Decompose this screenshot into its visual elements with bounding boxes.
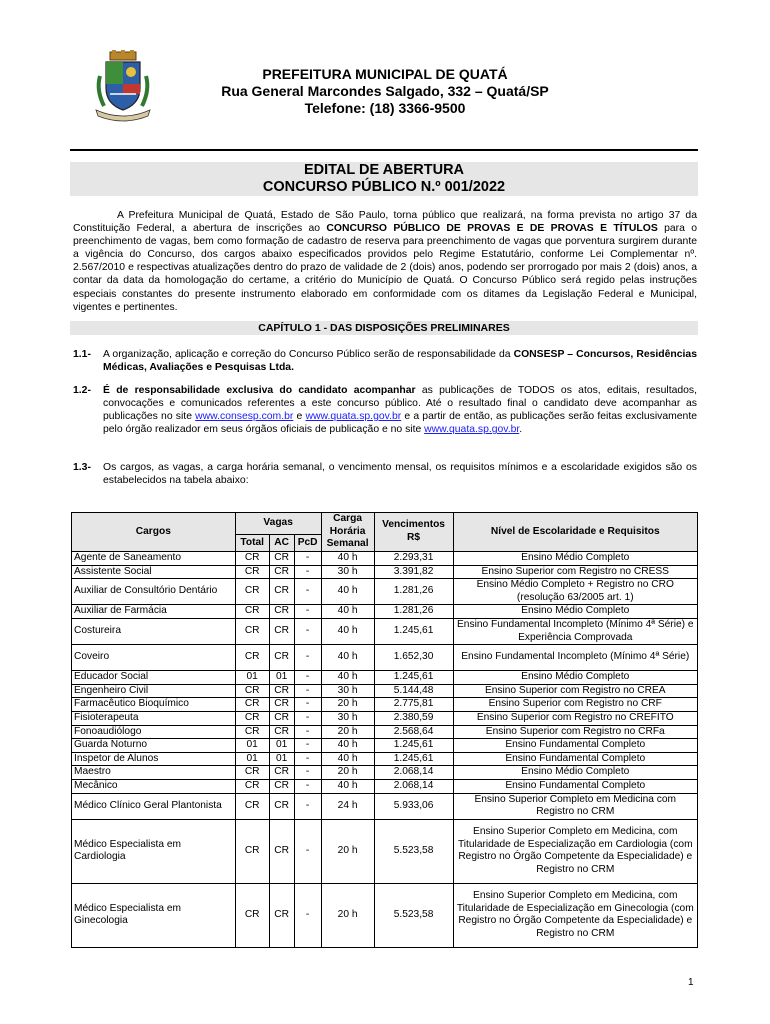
header-nivel: Nível de Escolaridade e Requisitos [453, 513, 697, 552]
cell-ac: CR [269, 779, 294, 793]
cell-carga: 40 h [321, 752, 374, 766]
cell-cargo: Auxiliar de Consultório Dentário [72, 579, 236, 605]
cell-pcd: - [294, 725, 321, 739]
cell-pcd: - [294, 711, 321, 725]
chapter-heading: CAPÍTULO 1 - DAS DISPOSIÇÕES PRELIMINARES [70, 321, 698, 335]
section-number: 1.3- [73, 462, 91, 473]
cell-nivel: Ensino Superior com Registro no CREFITO [453, 711, 697, 725]
cell-vencimento: 2.068,14 [374, 779, 453, 793]
cell-cargo: Agente de Saneamento [72, 552, 236, 566]
cell-total: 01 [235, 671, 269, 685]
cell-ac: 01 [269, 739, 294, 753]
cell-nivel: Ensino Médio Completo [453, 671, 697, 685]
cell-cargo: Médico Clínico Geral Plantonista [72, 793, 236, 819]
cell-cargo: Assistente Social [72, 565, 236, 579]
cell-nivel: Ensino Fundamental Completo [453, 752, 697, 766]
cell-cargo: Mecânico [72, 779, 236, 793]
cell-carga: 30 h [321, 711, 374, 725]
cell-total: CR [235, 779, 269, 793]
header-pcd: PcD [294, 535, 321, 552]
table-row [72, 618, 698, 644]
table-body [72, 552, 698, 948]
page-number: 1 [688, 977, 694, 988]
cell-total: CR [235, 565, 269, 579]
table-row [72, 645, 698, 671]
section-text: Os cargos, as vagas, a carga horária semanal, o vencimento mensal, os requisitos mínimos e a escolaridade exigidos são os estabelecidos na tabela abaixo: [103, 462, 697, 487]
cell-cargo: Médico Especialista em Ginecologia [72, 883, 236, 947]
cell-carga: 24 h [321, 793, 374, 819]
cell-nivel: Ensino Médio Completo + Registro no CRO (resolução 63/2005 art. 1) [453, 579, 697, 605]
cell-nivel: Ensino Médio Completo [453, 766, 697, 780]
cell-total: CR [235, 725, 269, 739]
section-text: A organização, aplicação e correção do Concurso Público serão de responsabilidade da [103, 349, 514, 360]
cell-ac: CR [269, 883, 294, 947]
table-row [72, 605, 698, 619]
cell-cargo: Fisioterapeuta [72, 711, 236, 725]
cell-carga: 30 h [321, 684, 374, 698]
cell-pcd: - [294, 698, 321, 712]
header-ac: AC [269, 535, 294, 552]
cell-total: CR [235, 766, 269, 780]
cell-ac: 01 [269, 671, 294, 685]
cell-nivel: Ensino Superior Completo em Medicina, com Titularidade de Especialização em Cardiologia (com Registro no Órgão Competente da Especialidade) e Registro no CRM [453, 819, 697, 883]
cell-ac: CR [269, 618, 294, 644]
cell-ac: CR [269, 766, 294, 780]
cell-ac: CR [269, 684, 294, 698]
link-quata[interactable]: www.quata.sp.gov.br [305, 411, 402, 423]
table-row [72, 752, 698, 766]
cell-nivel: Ensino Superior com Registro no CREA [453, 684, 697, 698]
cell-carga: 40 h [321, 552, 374, 566]
cell-vencimento: 1.281,26 [374, 605, 453, 619]
cell-pcd: - [294, 618, 321, 644]
cell-nivel: Ensino Fundamental Completo [453, 739, 697, 753]
table-row [72, 793, 698, 819]
cell-carga: 20 h [321, 766, 374, 780]
title-line-1: EDITAL DE ABERTURA [303, 162, 465, 178]
document-title [70, 162, 698, 196]
cell-carga: 20 h [321, 698, 374, 712]
cell-ac: CR [269, 605, 294, 619]
cell-ac: CR [269, 725, 294, 739]
cell-nivel: Ensino Fundamental Incompleto (Mínimo 4ª Série) [453, 645, 697, 671]
cell-pcd: - [294, 819, 321, 883]
table-row [72, 883, 698, 947]
cell-vencimento: 1.652,30 [374, 645, 453, 671]
table-row [72, 779, 698, 793]
cell-nivel: Ensino Fundamental Completo [453, 779, 697, 793]
cell-vencimento: 1.245,61 [374, 618, 453, 644]
cell-ac: CR [269, 579, 294, 605]
cell-nivel: Ensino Fundamental Incompleto (Mínimo 4ª Série) e Experiência Comprovada [453, 618, 697, 644]
cell-cargo: Farmacêutico Bioquímico [72, 698, 236, 712]
cell-vencimento: 5.523,58 [374, 883, 453, 947]
municipal-crest-logo [92, 50, 154, 124]
intro-paragraph [73, 209, 697, 314]
positions-table [71, 512, 698, 948]
cell-ac: CR [269, 645, 294, 671]
section-bold: CONSESP – Concursos, Residências Médicas, Avaliações e Pesquisas Ltda. [103, 349, 697, 374]
cell-ac: CR [269, 711, 294, 725]
cell-vencimento: 1.245,61 [374, 752, 453, 766]
section-1-2 [73, 384, 697, 436]
cell-vencimento: 1.281,26 [374, 579, 453, 605]
section-text: as publicações de TODOS os atos, editais, resultados, convocações e comunicados referentes a este concurso público. Até o resultado final o candidato deve acompanhar as publicações no site [103, 385, 698, 423]
cell-pcd: - [294, 645, 321, 671]
table-row [72, 725, 698, 739]
cell-vencimento: 2.568,64 [374, 725, 453, 739]
cell-total: CR [235, 698, 269, 712]
cell-vencimento: 3.391,82 [374, 565, 453, 579]
intro-text-2: para o preenchimento de vagas, bem como formação de cadastro de reserva para preenchimento de vagas que porventura surgirem durante a vigência do Concurso, dos cargos abaixo especificados providos pelo Regime Estatutário, conforme Lei Complementar nº. 2.567/2010 e respectivas atualizações dentro do prazo de validade de 2 (dois) anos, podendo ser prorrogado por mais 2 (dois) anos, a contar da data da homologação do certame, a critério do Município de Quatá. O Concurso Público será regido pelas instruções especiais constantes do presente instrumento elaborado em conformidade com os ditames da Legislação Federal e Municipal, vigentes e pertinentes. [73, 223, 698, 313]
cell-cargo: Maestro [72, 766, 236, 780]
cell-carga: 30 h [321, 565, 374, 579]
cell-total: 01 [235, 752, 269, 766]
cell-vencimento: 2.293,31 [374, 552, 453, 566]
cell-nivel: Ensino Médio Completo [453, 605, 697, 619]
cell-vencimento: 1.245,61 [374, 671, 453, 685]
cell-vencimento: 5.523,58 [374, 819, 453, 883]
cell-carga: 40 h [321, 779, 374, 793]
cell-pcd: - [294, 766, 321, 780]
cell-carga: 20 h [321, 883, 374, 947]
cell-carga: 40 h [321, 618, 374, 644]
cell-carga: 40 h [321, 579, 374, 605]
cell-carga: 20 h [321, 725, 374, 739]
cell-ac: CR [269, 698, 294, 712]
cell-nivel: Ensino Médio Completo [453, 552, 697, 566]
cell-pcd: - [294, 779, 321, 793]
cell-pcd: - [294, 883, 321, 947]
cell-vencimento: 2.068,14 [374, 766, 453, 780]
table-row [72, 766, 698, 780]
cell-pcd: - [294, 565, 321, 579]
cell-nivel: Ensino Superior com Registro no CRFa [453, 725, 697, 739]
section-number: 1.1- [73, 349, 91, 360]
table-row [72, 565, 698, 579]
cell-vencimento: 2.380,59 [374, 711, 453, 725]
table-row [72, 698, 698, 712]
cell-total: CR [235, 605, 269, 619]
cell-cargo: Engenheiro Civil [72, 684, 236, 698]
cell-nivel: Ensino Superior com Registro no CRF [453, 698, 697, 712]
section-1-3 [73, 461, 697, 487]
cell-carga: 20 h [321, 819, 374, 883]
table-row [72, 552, 698, 566]
cell-cargo: Auxiliar de Farmácia [72, 605, 236, 619]
cell-carga: 40 h [321, 739, 374, 753]
municipality-name: PREFEITURA MUNICIPAL DE QUATÁ [262, 66, 508, 82]
municipality-address: Rua General Marcondes Salgado, 332 – Quatá/SP [221, 83, 549, 99]
cell-ac: CR [269, 819, 294, 883]
cell-vencimento: 1.245,61 [374, 739, 453, 753]
cell-cargo: Guarda Noturno [72, 739, 236, 753]
document-header [150, 66, 620, 117]
cell-nivel: Ensino Superior Completo em Medicina, com Titularidade de Especialização em Ginecologia (com Registro no Órgão Competente da Especialidade) e Registro no CRM [453, 883, 697, 947]
cell-pcd: - [294, 684, 321, 698]
cell-cargo: Costureira [72, 618, 236, 644]
cell-pcd: - [294, 752, 321, 766]
municipality-phone: Telefone: (18) 3366-9500 [304, 100, 466, 116]
cell-pcd: - [294, 605, 321, 619]
cell-vencimento: 2.775,81 [374, 698, 453, 712]
cell-total: CR [235, 793, 269, 819]
cell-total: CR [235, 883, 269, 947]
link-quata-2[interactable]: www.quata.sp.gov.br [424, 424, 520, 436]
link-consesp[interactable]: www.consesp.com.br [195, 411, 294, 423]
section-text: e a partir de então, as publicações serão feitas exclusivamente pelo órgão realizador em seus órgãos oficiais de publicação e no site [103, 411, 698, 436]
header-cargos: Cargos [72, 513, 236, 552]
cell-pcd: - [294, 739, 321, 753]
cell-cargo: Fonoaudiólogo [72, 725, 236, 739]
cell-carga: 40 h [321, 605, 374, 619]
table-row [72, 579, 698, 605]
cell-vencimento: 5.144,48 [374, 684, 453, 698]
table-row [72, 819, 698, 883]
header-vagas: Vagas [235, 513, 321, 535]
cell-ac: CR [269, 793, 294, 819]
cell-total: CR [235, 618, 269, 644]
cell-ac: 01 [269, 752, 294, 766]
cell-cargo: Inspetor de Alunos [72, 752, 236, 766]
cell-vencimento: 5.933,06 [374, 793, 453, 819]
header-total: Total [235, 535, 269, 552]
intro-bold: CONCURSO PÚBLICO DE PROVAS E DE PROVAS E TÍTULOS [326, 223, 658, 235]
header-divider [70, 149, 698, 151]
section-1-1 [73, 348, 697, 374]
section-number: 1.2- [73, 385, 91, 396]
header-vencimentos: Vencimentos R$ [374, 513, 453, 552]
header-carga: Carga Horária Semanal [321, 513, 374, 552]
cell-total: CR [235, 579, 269, 605]
cell-carga: 40 h [321, 645, 374, 671]
cell-total: 01 [235, 739, 269, 753]
table-row [72, 739, 698, 753]
cell-cargo: Coveiro [72, 645, 236, 671]
cell-pcd: - [294, 579, 321, 605]
cell-cargo: Educador Social [72, 671, 236, 685]
cell-total: CR [235, 645, 269, 671]
cell-ac: CR [269, 552, 294, 566]
cell-nivel: Ensino Superior Completo em Medicina com Registro no CRM [453, 793, 697, 819]
section-bold: É de responsabilidade exclusiva do candidato acompanhar [103, 385, 416, 396]
section-text: e [293, 411, 306, 423]
cell-cargo: Médico Especialista em Cardiologia [72, 819, 236, 883]
title-line-2: CONCURSO PÚBLICO N.º 001/2022 [262, 179, 506, 195]
cell-pcd: - [294, 552, 321, 566]
cell-pcd: - [294, 793, 321, 819]
table-row [72, 711, 698, 725]
cell-total: CR [235, 684, 269, 698]
cell-total: CR [235, 552, 269, 566]
table-row [72, 684, 698, 698]
intro-text-1: A Prefeitura Municipal de Quatá, Estado de São Paulo, torna público que realizará, na forma prevista no artigo 37 da Constituição Federal, a abertura de inscrições ao [73, 210, 697, 235]
cell-pcd: - [294, 671, 321, 685]
cell-ac: CR [269, 565, 294, 579]
cell-total: CR [235, 819, 269, 883]
section-text: . [519, 424, 523, 436]
table-row [72, 671, 698, 685]
cell-carga: 40 h [321, 671, 374, 685]
cell-nivel: Ensino Superior com Registro no CRESS [453, 565, 697, 579]
cell-total: CR [235, 711, 269, 725]
